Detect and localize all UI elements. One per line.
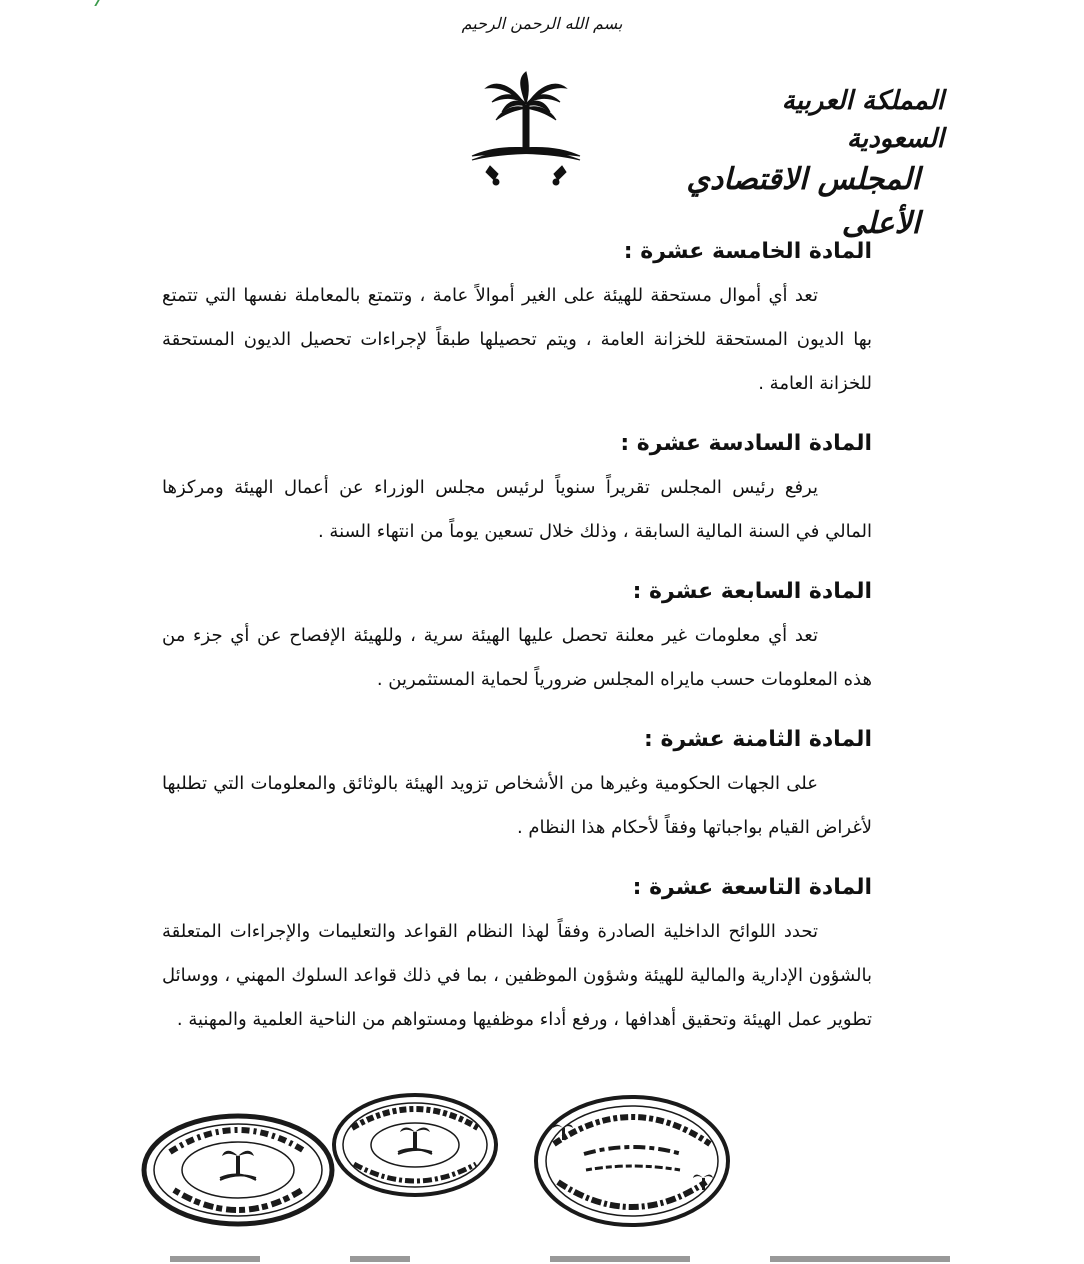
article-title: المادة الخامسة عشرة : (623, 239, 872, 264)
official-seal-stamp-icon (532, 1092, 732, 1230)
kingdom-name: المملكة العربية السعودية (781, 86, 944, 154)
document-body (162, 232, 872, 1042)
article-18 (162, 720, 872, 850)
stamps-area (140, 1090, 760, 1240)
council-name: المجلس الاقتصادي الأعلى (686, 162, 920, 241)
article-15 (162, 232, 872, 406)
article-body: تعد أي أموال مستحقة للهيئة على الغير أموالاً عامة ، وتتمتع بالمعاملة نفسها التي تتمتع بها الديون المستحقة للخزانة العامة ، ويتم تحصيلها طبقاً لإجراءات تحصيل الديون المستحقة للخزانة العامة . (162, 285, 872, 394)
letterhead (684, 82, 944, 246)
article-17 (162, 572, 872, 702)
article-title: المادة السابعة عشرة : (632, 579, 872, 604)
corner-mark (94, 0, 113, 6)
article-title: المادة التاسعة عشرة : (632, 875, 872, 900)
official-seal-stamp-icon (330, 1090, 500, 1200)
basmala: بسم الله الرحمن الرحيم (461, 14, 623, 33)
article-title: المادة الثامنة عشرة : (644, 727, 872, 752)
article-body: تعد أي معلومات غير معلنة تحصل عليها الهيئة سرية ، وللهيئة الإفصاح عن أي جزء من هذه المعلومات حسب مايراه المجلس ضرورياً لحماية المستثمرين . (162, 625, 872, 690)
palm-swords-emblem-icon (468, 70, 584, 190)
article-body: تحدد اللوائح الداخلية الصادرة وفقاً لهذا النظام القواعد والتعليمات والإجراءات المتعلقة بالشؤون الإدارية والمالية للهيئة وشؤون الموظفين ، بما في ذلك قواعد السلوك المهني ، ووسائل تطوير عمل الهيئة وتحقيق أهدافها ، ورفع أداء موظفيها ومستواهم من الناحية العلمية والمهنية . (162, 921, 872, 1030)
article-body: يرفع رئيس المجلس تقريراً سنوياً لرئيس مجلس الوزراء عن أعمال الهيئة ومركزها المالي في السنة المالية السابقة ، وذلك خلال تسعين يوماً من انتهاء السنة . (162, 477, 872, 542)
article-16 (162, 424, 872, 554)
article-19 (162, 868, 872, 1042)
bottom-edge-artifact (150, 1256, 950, 1264)
official-seal-stamp-icon (140, 1112, 336, 1228)
article-body: على الجهات الحكومية وغيرها من الأشخاص تزويد الهيئة بالوثائق والمعلومات التي تطلبها لأغراض القيام بواجباتها وفقاً لأحكام هذا النظام . (162, 773, 872, 838)
article-title: المادة السادسة عشرة : (620, 431, 872, 456)
